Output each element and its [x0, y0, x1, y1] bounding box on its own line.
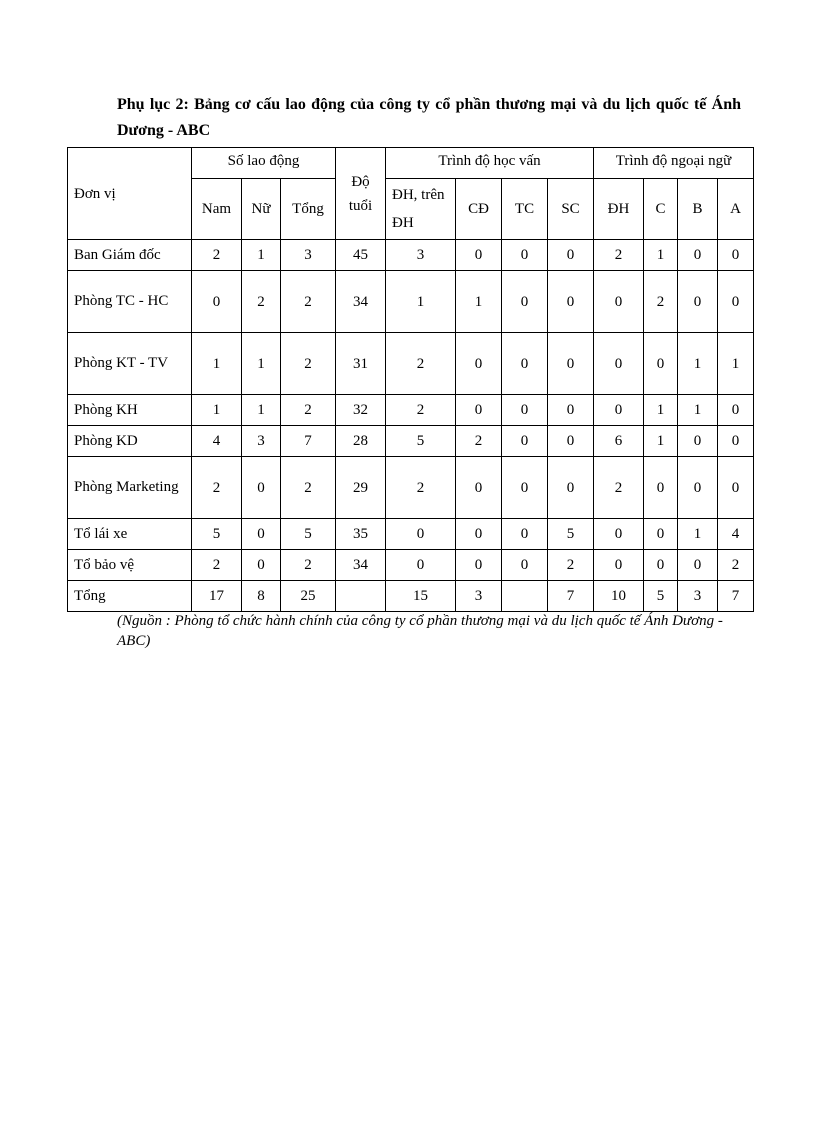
- cell-tong: 25: [281, 581, 336, 612]
- cell-nam: 5: [192, 519, 242, 550]
- cell-l-a: 1: [718, 333, 754, 395]
- cell-l-dh: 2: [594, 240, 644, 271]
- cell-l-dh: 0: [594, 519, 644, 550]
- header-lang-group: Trình độ ngoại ngữ: [594, 148, 754, 179]
- cell-l-a: 0: [718, 271, 754, 333]
- cell-cd: 0: [456, 519, 502, 550]
- cell-sc: 2: [548, 550, 594, 581]
- cell-l-a: 0: [718, 426, 754, 457]
- table-row: [68, 519, 754, 550]
- cell-sc: 0: [548, 240, 594, 271]
- cell-l-b: 1: [678, 519, 718, 550]
- cell-tc: 0: [502, 333, 548, 395]
- cell-nam: 2: [192, 240, 242, 271]
- cell-cd: 0: [456, 457, 502, 519]
- cell-tc: 0: [502, 395, 548, 426]
- cell-dh: 2: [386, 395, 456, 426]
- cell-sc: 0: [548, 426, 594, 457]
- cell-nu: 0: [242, 457, 281, 519]
- cell-l-a: 0: [718, 457, 754, 519]
- table-row: [68, 550, 754, 581]
- unit-cell: [68, 333, 192, 395]
- header-lang-b: B: [678, 179, 718, 240]
- cell-tong: 2: [281, 550, 336, 581]
- cell-sc: 0: [548, 457, 594, 519]
- cell-dh: 2: [386, 333, 456, 395]
- table-row: [68, 395, 754, 426]
- cell-tc: 0: [502, 519, 548, 550]
- header-edu-group: Trình độ học vấn: [386, 148, 594, 179]
- cell-l-c: 0: [644, 550, 678, 581]
- table-row: [68, 240, 754, 271]
- cell-l-c: 1: [644, 426, 678, 457]
- cell-nam: 2: [192, 457, 242, 519]
- cell-tong: 5: [281, 519, 336, 550]
- cell-dh: 3: [386, 240, 456, 271]
- cell-nu: 1: [242, 333, 281, 395]
- cell-l-dh: 0: [594, 395, 644, 426]
- cell-dh: 2: [386, 457, 456, 519]
- cell-tc: [502, 581, 548, 612]
- cell-tong: 2: [281, 395, 336, 426]
- unit-cell: [68, 550, 192, 581]
- cell-cd: 2: [456, 426, 502, 457]
- header-lang-dh: ĐH: [594, 179, 644, 240]
- header-edu-cd: CĐ: [456, 179, 502, 240]
- unit-label: Phòng Marketing: [74, 479, 179, 495]
- unit-label: Tổ lái xe: [74, 525, 128, 542]
- cell-age: 31: [336, 333, 386, 395]
- cell-l-dh: 0: [594, 550, 644, 581]
- cell-tong: 3: [281, 240, 336, 271]
- cell-l-c: 5: [644, 581, 678, 612]
- cell-tc: 0: [502, 457, 548, 519]
- cell-age: 35: [336, 519, 386, 550]
- unit-label: Ban Giám đốc: [74, 246, 161, 263]
- unit-cell: [68, 581, 192, 612]
- header-edu-tc: TC: [502, 179, 548, 240]
- header-unit: Đơn vị: [68, 148, 192, 240]
- cell-l-c: 1: [644, 240, 678, 271]
- cell-age: 34: [336, 550, 386, 581]
- cell-age: 32: [336, 395, 386, 426]
- cell-nu: 0: [242, 550, 281, 581]
- cell-cd: 0: [456, 550, 502, 581]
- header-edu-dh: [386, 179, 456, 240]
- cell-l-b: 0: [678, 426, 718, 457]
- unit-label: Phòng KT - TV: [74, 355, 169, 371]
- cell-l-b: 0: [678, 457, 718, 519]
- cell-tc: 0: [502, 426, 548, 457]
- cell-cd: 0: [456, 395, 502, 426]
- unit-cell: [68, 395, 192, 426]
- cell-l-dh: 0: [594, 271, 644, 333]
- cell-nam: 17: [192, 581, 242, 612]
- unit-cell: [68, 240, 192, 271]
- unit-cell: [68, 426, 192, 457]
- cell-nam: 4: [192, 426, 242, 457]
- header-edu-sc: SC: [548, 179, 594, 240]
- table-row: [68, 333, 754, 395]
- header-tong: Tổng: [281, 179, 336, 240]
- cell-l-c: 0: [644, 519, 678, 550]
- cell-age: 45: [336, 240, 386, 271]
- cell-l-b: 1: [678, 333, 718, 395]
- cell-nu: 8: [242, 581, 281, 612]
- table-row: [68, 457, 754, 519]
- table-row: [68, 581, 754, 612]
- labor-structure-table: [67, 147, 754, 612]
- cell-age: 34: [336, 271, 386, 333]
- cell-l-c: 0: [644, 457, 678, 519]
- cell-l-dh: 2: [594, 457, 644, 519]
- cell-sc: 0: [548, 395, 594, 426]
- cell-tc: 0: [502, 271, 548, 333]
- cell-l-b: 3: [678, 581, 718, 612]
- header-nam: Nam: [192, 179, 242, 240]
- cell-l-b: 0: [678, 550, 718, 581]
- cell-dh: 0: [386, 550, 456, 581]
- cell-nam: 2: [192, 550, 242, 581]
- cell-sc: 5: [548, 519, 594, 550]
- cell-tc: 0: [502, 550, 548, 581]
- cell-dh: 15: [386, 581, 456, 612]
- cell-nu: 1: [242, 240, 281, 271]
- cell-l-dh: 6: [594, 426, 644, 457]
- cell-sc: 0: [548, 271, 594, 333]
- cell-l-b: 0: [678, 271, 718, 333]
- cell-dh: 5: [386, 426, 456, 457]
- cell-age: 29: [336, 457, 386, 519]
- cell-age: 28: [336, 426, 386, 457]
- source-note: (Nguồn : Phòng tổ chức hành chính của công ty cổ phần thương mại và du lịch quốc tế Ánh Dương - ABC): [117, 613, 723, 649]
- cell-l-c: 2: [644, 271, 678, 333]
- page-title: Phụ lục 2: Bảng cơ cấu lao động của công ty cổ phần thương mại và du lịch quốc tế Ánh Dương - ABC: [117, 96, 741, 139]
- unit-cell: [68, 271, 192, 333]
- cell-l-b: 0: [678, 240, 718, 271]
- cell-sc: 7: [548, 581, 594, 612]
- unit-label: Phòng TC - HC: [74, 293, 169, 309]
- cell-tc: 0: [502, 240, 548, 271]
- cell-tong: 7: [281, 426, 336, 457]
- cell-l-a: 0: [718, 395, 754, 426]
- cell-tong: 2: [281, 457, 336, 519]
- cell-l-a: 2: [718, 550, 754, 581]
- cell-nam: 1: [192, 333, 242, 395]
- cell-dh: 0: [386, 519, 456, 550]
- cell-l-a: 4: [718, 519, 754, 550]
- cell-cd: 1: [456, 271, 502, 333]
- cell-l-c: 1: [644, 395, 678, 426]
- cell-l-a: 7: [718, 581, 754, 612]
- header-nu: Nữ: [242, 179, 281, 240]
- cell-dh: 1: [386, 271, 456, 333]
- cell-l-dh: 0: [594, 333, 644, 395]
- table-row: [68, 426, 754, 457]
- cell-nu: 1: [242, 395, 281, 426]
- unit-cell: [68, 519, 192, 550]
- cell-tong: 2: [281, 333, 336, 395]
- cell-age: [336, 581, 386, 612]
- cell-sc: 0: [548, 333, 594, 395]
- cell-nu: 0: [242, 519, 281, 550]
- header-age-label: Độ tuổi: [348, 173, 373, 214]
- header-lang-a: A: [718, 179, 754, 240]
- cell-nu: 3: [242, 426, 281, 457]
- cell-cd: 0: [456, 240, 502, 271]
- header-age: [336, 148, 386, 240]
- cell-tong: 2: [281, 271, 336, 333]
- cell-l-dh: 10: [594, 581, 644, 612]
- cell-cd: 3: [456, 581, 502, 612]
- cell-nu: 2: [242, 271, 281, 333]
- cell-l-b: 1: [678, 395, 718, 426]
- unit-label: Tổ bảo vệ: [74, 556, 134, 573]
- cell-l-c: 0: [644, 333, 678, 395]
- header-labor-group: Số lao động: [192, 148, 336, 179]
- cell-nam: 0: [192, 271, 242, 333]
- table-row: [68, 271, 754, 333]
- header-lang-c: C: [644, 179, 678, 240]
- header-edu-dh-label: ĐH, trên ĐH: [392, 187, 445, 231]
- unit-cell: [68, 457, 192, 519]
- cell-nam: 1: [192, 395, 242, 426]
- unit-label: Phòng KD: [74, 432, 138, 449]
- unit-label: Tổng: [74, 587, 106, 604]
- cell-cd: 0: [456, 333, 502, 395]
- cell-l-a: 0: [718, 240, 754, 271]
- unit-label: Phòng KH: [74, 401, 138, 418]
